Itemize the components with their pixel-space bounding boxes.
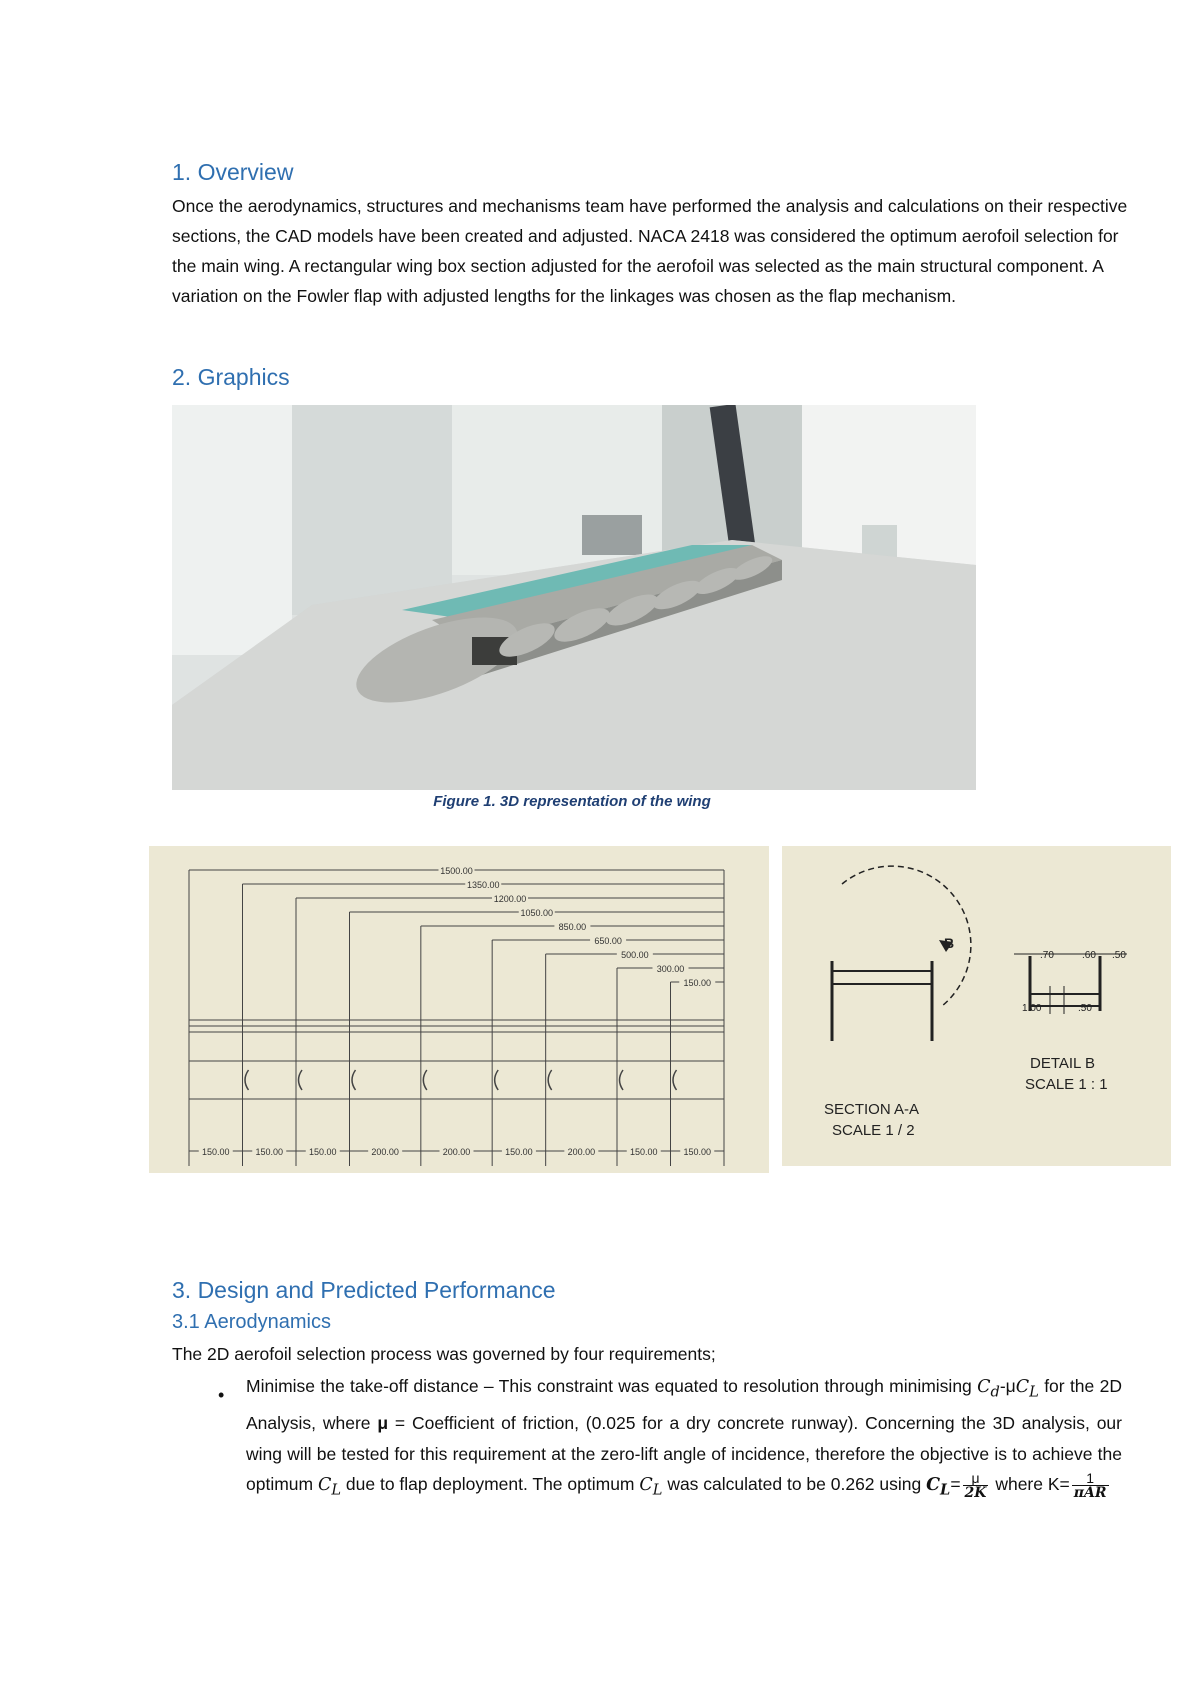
dim-bottom-label: 200.00 — [371, 1147, 399, 1157]
dim-top-label: 300.00 — [656, 964, 685, 974]
rib-bracket — [423, 1070, 427, 1090]
dim-top-2: .50 — [1112, 950, 1126, 961]
fraction-mu-over-2k: $\frac{\mu}{2K}$ — [964, 1469, 987, 1501]
rib-bracket — [548, 1070, 552, 1090]
rib-bracket — [620, 1070, 624, 1090]
design-intro: The 2D aerofoil selection process was governed by four requirements; — [172, 1344, 716, 1364]
dim-bottom-1: .50 — [1078, 1003, 1092, 1014]
dim-bottom-label: 150.00 — [629, 1147, 658, 1157]
section-drawing — [782, 846, 1171, 1166]
dim-bottom-label: 150.00 — [201, 1147, 230, 1157]
dim-bottom-label: 150.00 — [308, 1147, 337, 1157]
dim-bottom-label: 150.00 — [505, 1147, 533, 1157]
graphics-heading: 2. Graphics — [172, 364, 290, 390]
dim-bottom-label: 200.00 — [442, 1147, 471, 1157]
callout-label: B — [944, 935, 955, 951]
fraction-1-over-pi-ar: $\frac{1}{\text{πAR}}$ — [1073, 1469, 1107, 1501]
section-scale: SCALE 1 / 2 — [832, 1122, 915, 1139]
plan-drawing-panel — [149, 846, 769, 1173]
overview-heading: 1. Overview — [172, 159, 294, 185]
dim-top-label: 650.00 — [594, 936, 622, 946]
rib-bracket — [245, 1070, 249, 1090]
dim-bottom-label: 200.00 — [567, 1147, 596, 1157]
dim-top-label: 1050.00 — [520, 908, 554, 918]
plan-drawing — [149, 846, 769, 1173]
rib-bracket — [352, 1070, 356, 1090]
section-drawing-panel — [782, 846, 1171, 1166]
detail-title: DETAIL B — [1030, 1055, 1096, 1072]
design-heading: 3. Design and Predicted Performance — [172, 1277, 556, 1303]
figure-caption: Figure 1. 3D representation of the wing — [433, 793, 711, 810]
dim-bottom-label: 150.00 — [255, 1147, 284, 1157]
dim-bottom-0: 1.00 — [1022, 1003, 1042, 1014]
dim-bottom-label: 150.00 — [683, 1147, 712, 1157]
rib-bracket — [673, 1070, 677, 1090]
bullet-text: Minimise the take-off distance – This constraint was equated to resolution through minimising $C_d-\mu C_L$ for the 2D Analysis, where μ = Coefficient of friction, (0.025 for a dry concrete runway). Concerning the 3D analysis, our wing will be tested for this requirement at the zero-lift angle of incidence, therefore the objective is to achieve the optimum $C_L$ due to flap deployment. The optimum $C_L$ was calculated to be 0.262 using $C_L=$ $\frac{\mu}{2K}$ where K= $\frac{1}{\text{πAR}}$ — [246, 1376, 1122, 1501]
rib-bracket — [299, 1070, 303, 1090]
dim-top-label: 850.00 — [558, 922, 587, 932]
aerodynamics-subheading: 3.1 Aerodynamics — [172, 1311, 331, 1333]
dim-top-1: .60 — [1082, 950, 1096, 961]
dim-top-label: 1350.00 — [466, 880, 500, 890]
dim-top-label: 500.00 — [621, 950, 649, 960]
overview-paragraph: Once the aerodynamics, structures and mechanisms team have performed the analysis and calculations on their respective sections, the CAD models have been created and adjusted. NACA 2418 was considered the optimum aerofoil selection for the main wing. A rectangular wing box section adjusted for the aerofoil was selected as the main structural component. A variation on the Fowler flap with adjusted lengths for the linkages was chosen as the flap mechanism. — [172, 196, 1128, 306]
rib-bracket — [495, 1070, 499, 1090]
dim-top-label: 1500.00 — [440, 866, 473, 876]
bullet-marker: • — [218, 1385, 225, 1405]
wing-3d-render — [172, 405, 976, 790]
dim-top-0: .70 — [1040, 950, 1054, 961]
detail-scale: SCALE 1 : 1 — [1025, 1076, 1108, 1093]
dim-top-label: 150.00 — [683, 978, 712, 988]
dim-top-label: 1200.00 — [493, 894, 527, 904]
section-title: SECTION A-A — [824, 1101, 920, 1118]
